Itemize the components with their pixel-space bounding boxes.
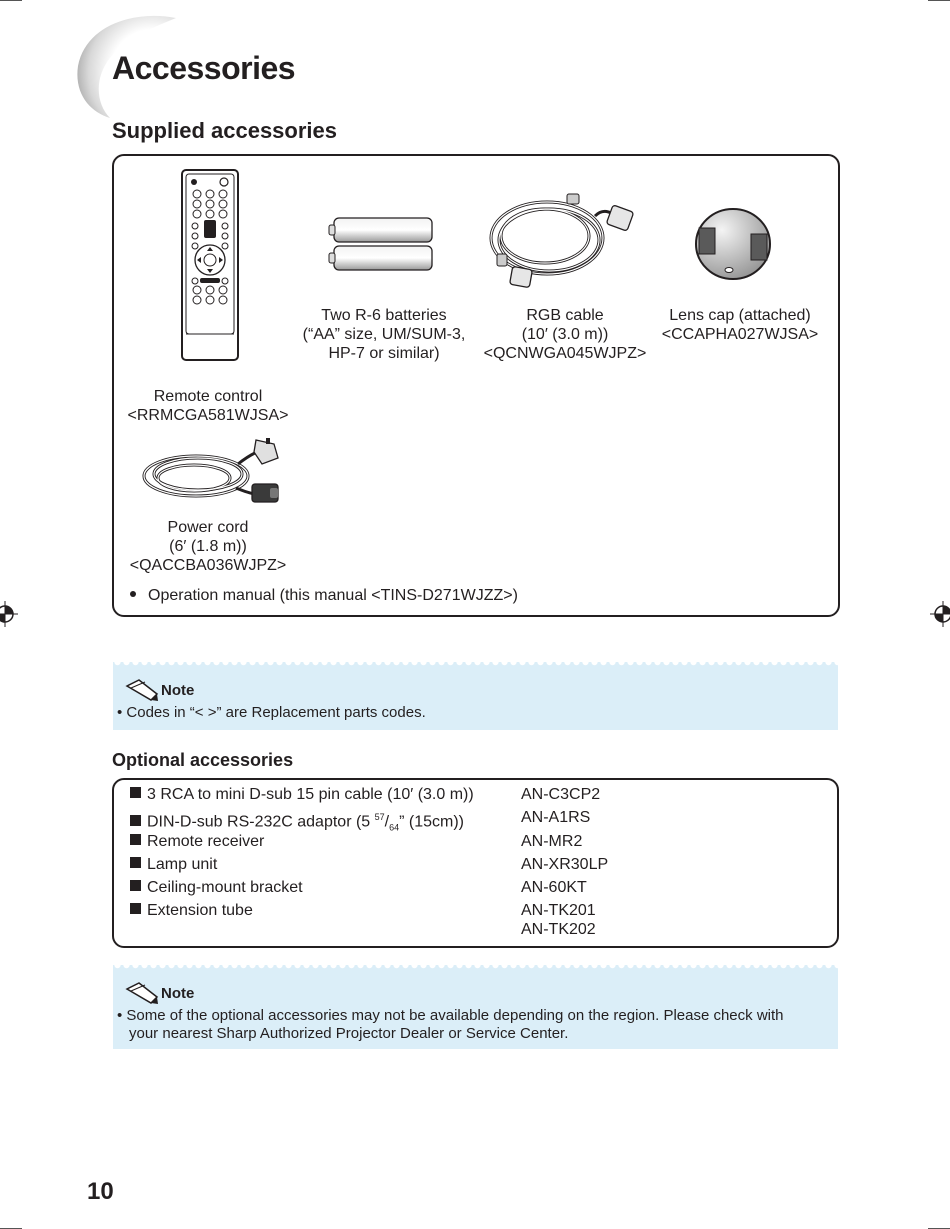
bullet-icon xyxy=(130,591,136,597)
optional-item-code: AN-C3CP2 xyxy=(521,786,601,803)
square-bullet-icon xyxy=(130,857,141,868)
remote-control-icon xyxy=(180,168,242,364)
square-bullet-icon xyxy=(130,834,141,845)
crop-mark-icon xyxy=(0,0,22,22)
crop-mark-icon xyxy=(928,0,950,22)
optional-item: Ceiling-mount bracket xyxy=(130,878,303,901)
rgb-cable-caption: RGB cable (10′ (3.0 m)) <QCNWGA045WJPZ> xyxy=(483,307,647,362)
note-text: • Codes in “< >” are Replacement parts codes. xyxy=(117,704,426,721)
crop-mark-icon xyxy=(0,1207,22,1229)
batteries-caption: Two R-6 batteries (“AA” size, UM/SUM-3, HP-7 or similar) xyxy=(302,307,466,362)
power-cord-caption: Power cord (6′ (1.8 m)) <QACCBA036WJPZ> xyxy=(129,519,287,574)
page-number: 10 xyxy=(87,1178,114,1205)
batteries-icon xyxy=(328,214,436,274)
optional-item: Lamp unit xyxy=(130,855,217,878)
power-cord-icon xyxy=(140,436,282,508)
square-bullet-icon xyxy=(130,903,141,914)
note-box xyxy=(113,662,838,730)
crop-mark-icon xyxy=(928,1207,950,1229)
optional-item-code: AN-XR30LP xyxy=(521,856,609,873)
note-heading xyxy=(125,981,194,1005)
optional-item: DIN-D-sub RS-232C adaptor (5 $^{57}/_{64}$” (15cm)) xyxy=(130,808,464,831)
pencil-note-icon xyxy=(125,981,159,1005)
page-title: Accessories xyxy=(112,50,296,86)
note-heading xyxy=(125,678,194,702)
optional-item: Extension tube xyxy=(130,901,253,924)
optional-item-code: AN-A1RS xyxy=(521,809,591,826)
registration-mark-icon xyxy=(0,601,18,627)
optional-accessories-heading: Optional accessories xyxy=(112,750,294,770)
lens-cap-caption: Lens cap (attached) <CCAPHA027WJSA> xyxy=(661,307,819,343)
registration-mark-icon xyxy=(930,601,950,627)
square-bullet-icon xyxy=(130,787,141,798)
square-bullet-icon xyxy=(130,815,141,826)
lens-cap-icon xyxy=(693,206,775,282)
note-label: Note xyxy=(161,984,195,1002)
operation-manual-text: Operation manual (this manual <TINS-D271WJZZ>) xyxy=(148,587,518,604)
remote-control-caption: Remote control <RRMCGA581WJSA> xyxy=(127,388,289,424)
optional-item-code: AN-TK201 xyxy=(521,902,596,919)
optional-item: Remote receiver xyxy=(130,832,264,855)
optional-item: 3 RCA to mini D-sub 15 pin cable (10′ (3.0 m)) xyxy=(130,785,474,808)
operation-manual-item xyxy=(130,587,518,605)
pencil-note-icon xyxy=(125,678,159,702)
rgb-cable-icon xyxy=(487,190,637,294)
note-box xyxy=(113,965,838,1049)
optional-item-code: AN-60KT xyxy=(521,879,587,896)
note-scallop-decoration xyxy=(113,965,838,975)
note-label: Note xyxy=(161,681,195,699)
supplied-accessories-heading: Supplied accessories xyxy=(112,118,337,143)
optional-item-code: AN-TK202 xyxy=(521,921,596,938)
square-bullet-icon xyxy=(130,880,141,891)
note-text: • Some of the optional accessories may not be available depending on the region. Please check with your nearest Sharp Authorized Projector Dealer or Service Center. xyxy=(117,1007,784,1042)
optional-item-code: AN-MR2 xyxy=(521,833,583,850)
note-scallop-decoration xyxy=(113,662,838,672)
